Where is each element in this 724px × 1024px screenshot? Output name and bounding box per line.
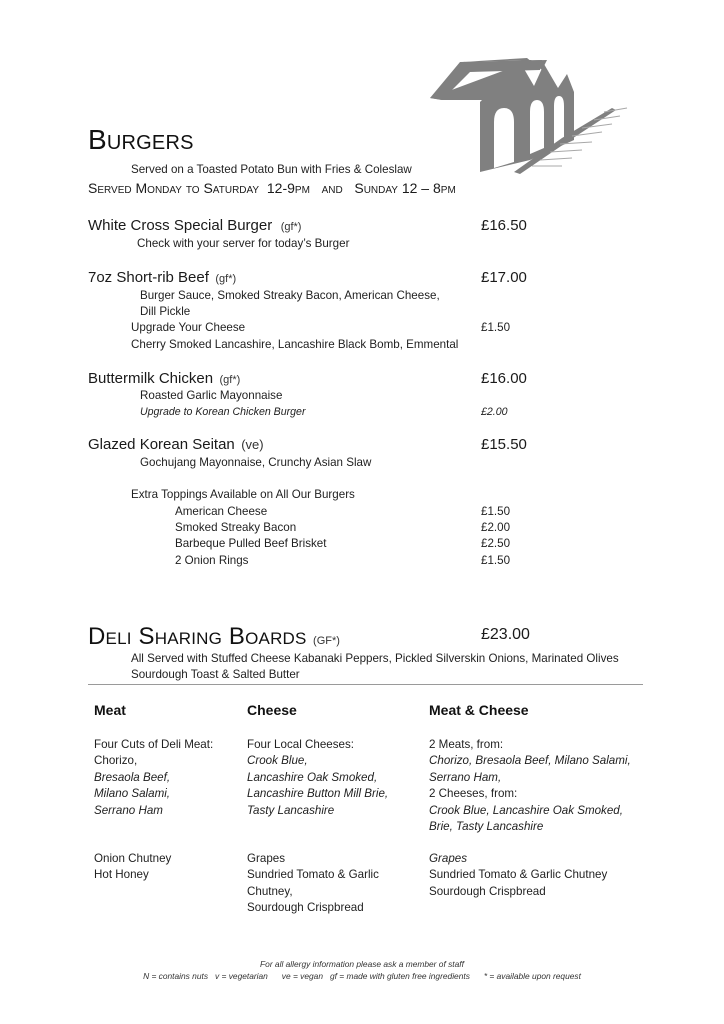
- extra-topping-price: £1.50: [481, 554, 511, 567]
- column-line: Lancashire Button Mill Brie,: [247, 787, 389, 801]
- deli-description: All Served with Stuffed Cheese Kabanaki Peppers, Pickled Silverskin Onions, Marinated Olives: [131, 652, 619, 665]
- extra-topping-price: £2.00: [481, 521, 511, 534]
- column-line: Four Local Cheeses:: [247, 738, 354, 751]
- column-line: Hot Honey: [94, 868, 149, 882]
- column-heading-cheese: Cheese: [247, 702, 297, 718]
- menu-item-buttermilk-chicken: [88, 370, 240, 388]
- extra-topping-name: American Cheese: [175, 505, 268, 518]
- column-line: Onion Chutney: [94, 852, 172, 865]
- deli-column-meat-sides: [94, 851, 171, 884]
- column-line: Crook Blue,: [247, 754, 308, 768]
- item-description: Gochujang Mayonnaise, Crunchy Asian Slaw: [140, 456, 372, 469]
- extra-topping-name: 2 Onion Rings: [175, 554, 249, 567]
- column-line: 2 Meats, from:: [429, 738, 504, 751]
- column-line: Chorizo, Bresaola Beef, Milano Salami,: [429, 754, 631, 768]
- item-description: Roasted Garlic Mayonnaise: [140, 389, 283, 402]
- column-line: Chutney,: [247, 884, 293, 898]
- section-divider: [88, 684, 643, 685]
- upgrade-options: Cherry Smoked Lancashire, Lancashire Black Bomb, Emmental: [131, 338, 459, 351]
- item-description: Dill Pickle: [140, 305, 191, 318]
- item-description: Check with your server for today’s Burger: [137, 237, 350, 250]
- menu-item-white-cross-special: [88, 217, 301, 235]
- deli-column-meat-and-cheese-sides: [429, 851, 607, 900]
- extra-toppings-title: Extra Toppings Available on All Our Burgers: [131, 488, 355, 501]
- column-line: Grapes: [429, 852, 468, 865]
- item-name: Glazed Korean Seitan: [88, 436, 235, 453]
- column-line: 2 Cheeses, from:: [429, 787, 518, 801]
- item-dietary-tag: (gf*): [280, 221, 302, 233]
- column-line: Tasty Lancashire: [247, 803, 335, 817]
- deli-column-cheese: [247, 737, 388, 819]
- item-dietary-tag: (gf*): [215, 273, 237, 285]
- item-dietary-tag: (ve): [241, 437, 264, 452]
- deli-column-meat-and-cheese: [429, 737, 631, 835]
- item-price: £17.00: [481, 269, 527, 286]
- burgers-section-title: Burgers: [88, 124, 194, 155]
- burgers-hours: Served Monday to Saturday 12-9pm and Sunday 12 – 8pm: [88, 180, 456, 196]
- item-description: Burger Sauce, Smoked Streaky Bacon, American Cheese,: [140, 289, 440, 302]
- column-line: Sundried Tomato & Garlic Chutney: [429, 868, 608, 882]
- deli-dietary-tag: (GF*): [313, 635, 340, 647]
- column-line: Crook Blue, Lancashire Oak Smoked,: [429, 803, 623, 817]
- column-line: Chorizo,: [94, 754, 138, 768]
- deli-column-meat: [94, 737, 213, 819]
- upgrade-label: Upgrade to Korean Chicken Burger: [140, 406, 306, 418]
- allergy-notice: For all allergy information please ask a member of staff: [260, 959, 464, 969]
- item-name: 7oz Short-rib Beef: [88, 269, 209, 286]
- column-line: Brie, Tasty Lancashire: [429, 820, 544, 834]
- railway-station-logo-icon: [422, 50, 647, 175]
- column-line: Sundried Tomato & Garlic: [247, 868, 379, 882]
- column-line: Grapes: [247, 852, 286, 865]
- column-line: Bresaola Beef,: [94, 770, 171, 784]
- upgrade-label: Upgrade Your Cheese: [131, 321, 246, 334]
- column-line: Serrano Ham: [94, 803, 163, 817]
- deli-column-cheese-sides: [247, 851, 379, 917]
- deli-title: Deli Sharing Boards: [88, 623, 307, 650]
- column-line: Sourdough Crispbread: [247, 901, 364, 915]
- deli-section-title: [88, 623, 340, 651]
- menu-item-short-rib-beef: [88, 269, 236, 287]
- deli-description: Sourdough Toast & Salted Butter: [131, 668, 300, 681]
- burgers-subtitle: Served on a Toasted Potato Bun with Fries & Coleslaw: [131, 163, 412, 176]
- upgrade-price: £1.50: [481, 321, 511, 334]
- deli-price: £23.00: [481, 626, 530, 643]
- column-line: Sourdough Crispbread: [429, 884, 546, 898]
- upgrade-price: £2.00: [481, 406, 508, 418]
- item-dietary-tag: (gf*): [219, 374, 241, 386]
- extra-topping-name: Smoked Streaky Bacon: [175, 521, 297, 534]
- item-name: White Cross Special Burger: [88, 217, 273, 234]
- item-price: £16.00: [481, 370, 527, 387]
- column-line: Milano Salami,: [94, 787, 171, 801]
- column-line: Lancashire Oak Smoked,: [247, 770, 378, 784]
- item-price: £16.50: [481, 217, 527, 234]
- extra-topping-price: £2.50: [481, 537, 511, 550]
- column-heading-meat: Meat: [94, 702, 126, 718]
- column-line: Serrano Ham,: [429, 770, 502, 784]
- item-name: Buttermilk Chicken: [88, 370, 214, 387]
- dietary-legend: N = contains nuts v = vegetarian ve = vegan gf = made with gluten free ingredients * = available upon request: [143, 971, 581, 981]
- extra-topping-price: £1.50: [481, 505, 511, 518]
- column-line: Four Cuts of Deli Meat:: [94, 738, 214, 751]
- extra-topping-name: Barbeque Pulled Beef Brisket: [175, 537, 327, 550]
- column-heading-meat-and-cheese: Meat & Cheese: [429, 702, 529, 718]
- menu-item-glazed-korean-seitan: [88, 436, 264, 454]
- item-price: £15.50: [481, 436, 527, 453]
